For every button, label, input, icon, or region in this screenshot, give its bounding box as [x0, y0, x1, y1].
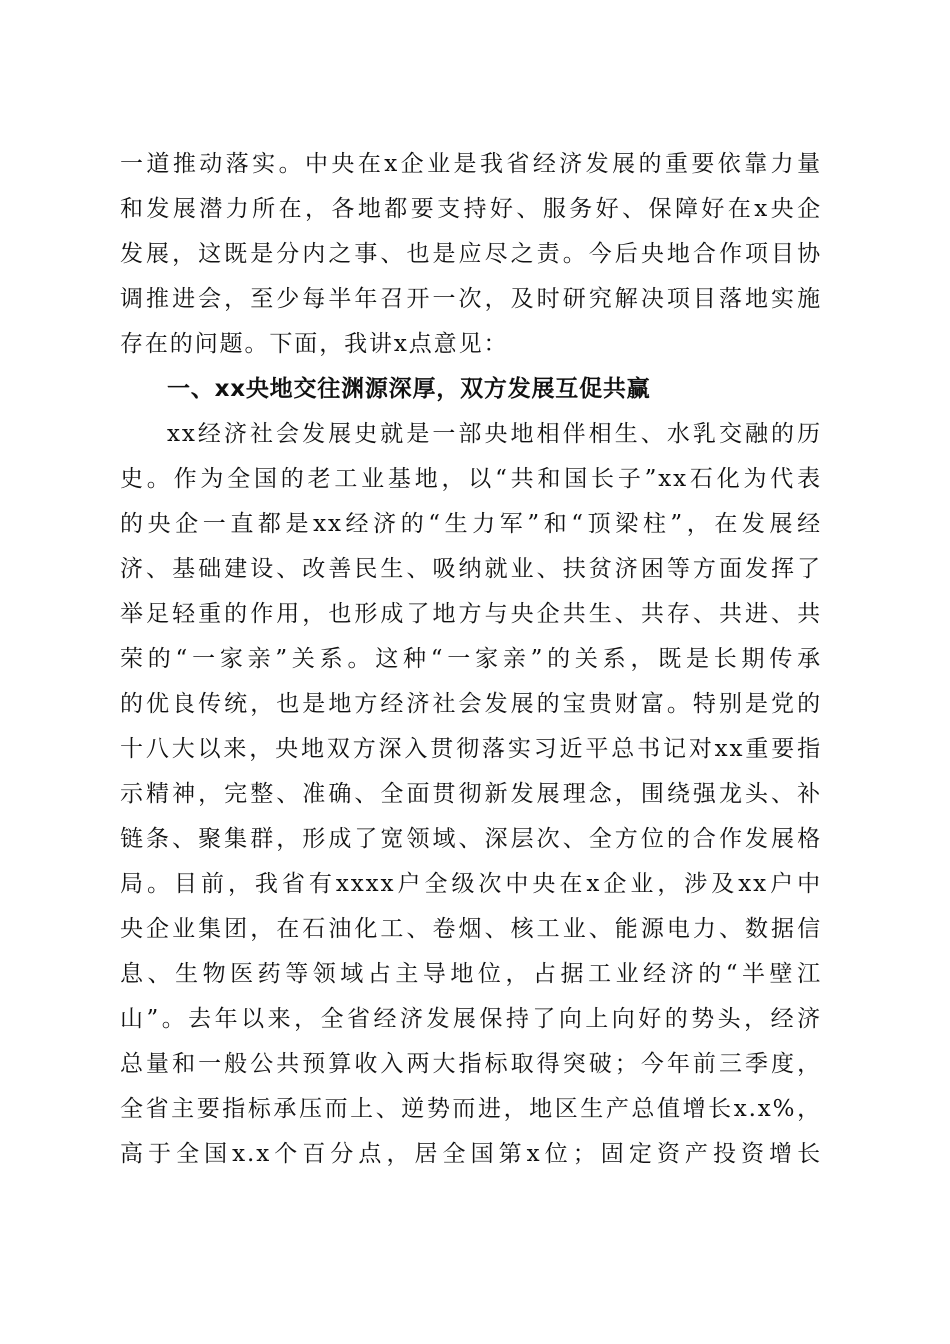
intro-line-2: 和发展潜力所在，各地都要支持好、服务好、保障好在x央企 [120, 196, 822, 222]
body-line-3: 的央企一直都是xx经济的“生力军”和“顶梁柱”，在发展经 [120, 511, 822, 537]
body-line-15: 总量和一般公共预算收入两大指标取得突破；今年前三季度， [120, 1051, 822, 1077]
intro-line-1: 一道推动落实。中央在x企业是我省经济发展的重要依靠力量 [120, 151, 822, 177]
body-line-6: 荣的“一家亲”关系。这种“一家亲”的关系，既是长期传承 [120, 646, 822, 672]
body-line-11: 局。目前，我省有xxxx户全级次中央在x企业，涉及xx户中 [120, 871, 822, 897]
intro-line-5: 存在的问题。下面，我讲x点意见： [120, 331, 509, 357]
body-line-10: 链条、聚集群，形成了宽领域、深层次、全方位的合作发展格 [120, 826, 822, 852]
body-line-14: 山”。去年以来，全省经济发展保持了向上向好的势头，经济 [120, 1006, 822, 1032]
body-line-1: xx经济社会发展史就是一部央地相伴相生、水乳交融的历 [167, 421, 822, 447]
document-text [120, 142, 822, 1177]
body-line-5: 举足轻重的作用，也形成了地方与央企共生、共存、共进、共 [120, 601, 822, 627]
body-line-9: 示精神，完整、准确、全面贯彻新发展理念，围绕强龙头、补 [120, 781, 822, 807]
section-heading: 一、xx央地交往渊源深厚，双方发展互促共赢 [167, 376, 651, 402]
body-line-4: 济、基础建设、改善民生、吸纳就业、扶贫济困等方面发挥了 [120, 556, 822, 582]
intro-line-4: 调推进会，至少每半年召开一次，及时研究解决项目落地实施 [120, 286, 822, 312]
body-line-12: 央企业集团，在石油化工、卷烟、核工业、能源电力、数据信 [120, 916, 822, 942]
body-line-17: 高于全国x.x个百分点，居全国第x位；固定资产投资增长 [120, 1141, 822, 1167]
body-line-7: 的优良传统，也是地方经济社会发展的宝贵财富。特别是党的 [120, 691, 822, 717]
body-line-16: 全省主要指标承压而上、逆势而进，地区生产总值增长x.x%， [120, 1096, 822, 1122]
body-line-2: 史。作为全国的老工业基地，以“共和国长子”xx石化为代表 [120, 466, 822, 492]
body-line-13: 息、生物医药等领域占主导地位，占据工业经济的“半壁江 [120, 961, 822, 987]
body-line-8: 十八大以来，央地双方深入贯彻落实习近平总书记对xx重要指 [120, 736, 822, 762]
intro-line-3: 发展，这既是分内之事、也是应尽之责。今后央地合作项目协 [120, 241, 822, 267]
